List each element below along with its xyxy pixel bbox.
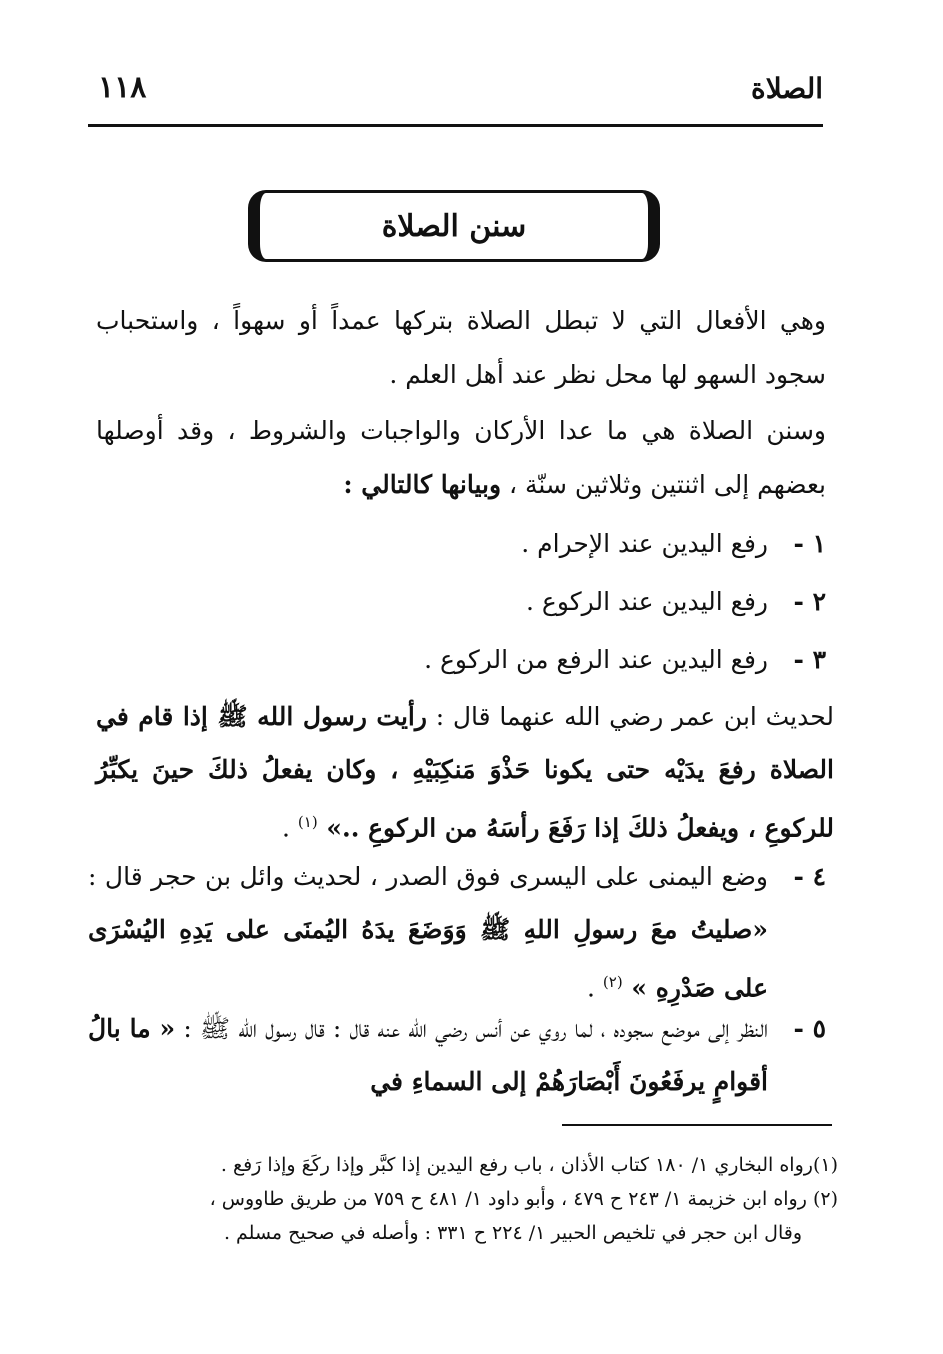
list-item-number: ٥ - bbox=[793, 1014, 826, 1043]
list-item-text: رفع اليدين عند الرفع من الركوع . bbox=[424, 645, 768, 674]
page-header bbox=[88, 70, 823, 122]
item4-intro: وضع اليمنى على اليسرى فوق الصدر ، لحديث وائل بن حجر قال : bbox=[88, 862, 768, 891]
list-item-text bbox=[88, 850, 768, 1014]
hadith-intro: لحديث ابن عمر رضي الله عنهما قال : bbox=[435, 702, 834, 731]
hadith-end: . bbox=[282, 813, 298, 843]
intro-paragraph-2-bold: وبيانها كالتالي : bbox=[343, 470, 502, 499]
footnote-ref: (١) bbox=[297, 813, 318, 831]
intro-paragraph-2 bbox=[96, 404, 826, 512]
item5-intro: النظر إلى موضع سجوده ، لما روي عن أنس رضي الله عنه قال : قال رسول الله ﷺ : bbox=[183, 1014, 769, 1043]
item5-quote: « ما بالُ أقوامٍ يرفَعُونَ أَبْصَارَهُمْ إلى السماءِ في bbox=[88, 1014, 768, 1096]
list-item-text bbox=[88, 1002, 768, 1108]
footnote-2: (٢) رواه ابن خزيمة ١/ ٢٤٣ ح ٤٧٩ ، وأبو داود ١/ ٤٨١ ح ٧٥٩ من طريق طاووس ، bbox=[209, 1188, 838, 1210]
list-item-number: ٣ - bbox=[793, 645, 826, 674]
item4-end: . bbox=[587, 973, 603, 1003]
footnote-ref: (٢) bbox=[602, 973, 623, 991]
intro-paragraph-1: وهي الأفعال التي لا تبطل الصلاة بتركها عمداً أو سهواً ، واستحباب سجود السهو لها محل نظر عند أهل العلم . bbox=[96, 306, 826, 389]
hadith-text: رأيت رسول الله ﷺ إذا قام في الصلاة رفعَ يدَيْه حتى يكونا حَذْوَ مَنكِبَيْهِ ، وكان يفعلُ ذلكَ حينَ يكبِّرُ للركوعِ ، ويفعلُ ذلكَ إذا رَفَعَ رأسَهُ من الركوعِ ..» bbox=[96, 702, 834, 843]
page-number: ١١٨ bbox=[98, 70, 147, 105]
footnote-rule bbox=[562, 1124, 832, 1126]
list-item-text: رفع اليدين عند الركوع . bbox=[526, 587, 768, 616]
running-title: الصلاة bbox=[751, 72, 823, 105]
list-item-number: ٤ - bbox=[793, 862, 826, 891]
item4-quote: «صليتُ معَ رسولِ اللهِ ﷺ وَوَضَعَ يدَهُ اليُمنَى على يَدِهِ اليُسْرَى على صَدْرِهِ » bbox=[88, 915, 768, 1003]
section-title-box bbox=[248, 190, 660, 262]
footnotes bbox=[110, 1148, 838, 1250]
section-title: سنن الصلاة bbox=[381, 208, 527, 244]
header-rule bbox=[88, 124, 823, 127]
list-item-number: ١ - bbox=[793, 529, 826, 558]
footnote-1: (١)رواه البخاري ١/ ١٨٠ كتاب الأذان ، باب رفع اليدين إذا كبَّر وإذا ركَعَ وإذا رَفع . bbox=[220, 1154, 838, 1176]
list-item-number: ٢ - bbox=[793, 587, 826, 616]
footnote-2-continued: وقال ابن حجر في تلخيص الحبير ١/ ٢٢٤ ح ٣٣١ : وأصله في صحيح مسلم . bbox=[223, 1222, 802, 1244]
intro-paragraph-2-text: وسنن الصلاة هي ما عدا الأركان والواجبات والشروط ، وقد أوصلها بعضهم إلى اثنتين وثلاثين سنّة ، bbox=[96, 416, 826, 499]
hadith-ibn-umar bbox=[96, 690, 834, 854]
list-item-text: رفع اليدين عند الإحرام . bbox=[521, 529, 768, 558]
